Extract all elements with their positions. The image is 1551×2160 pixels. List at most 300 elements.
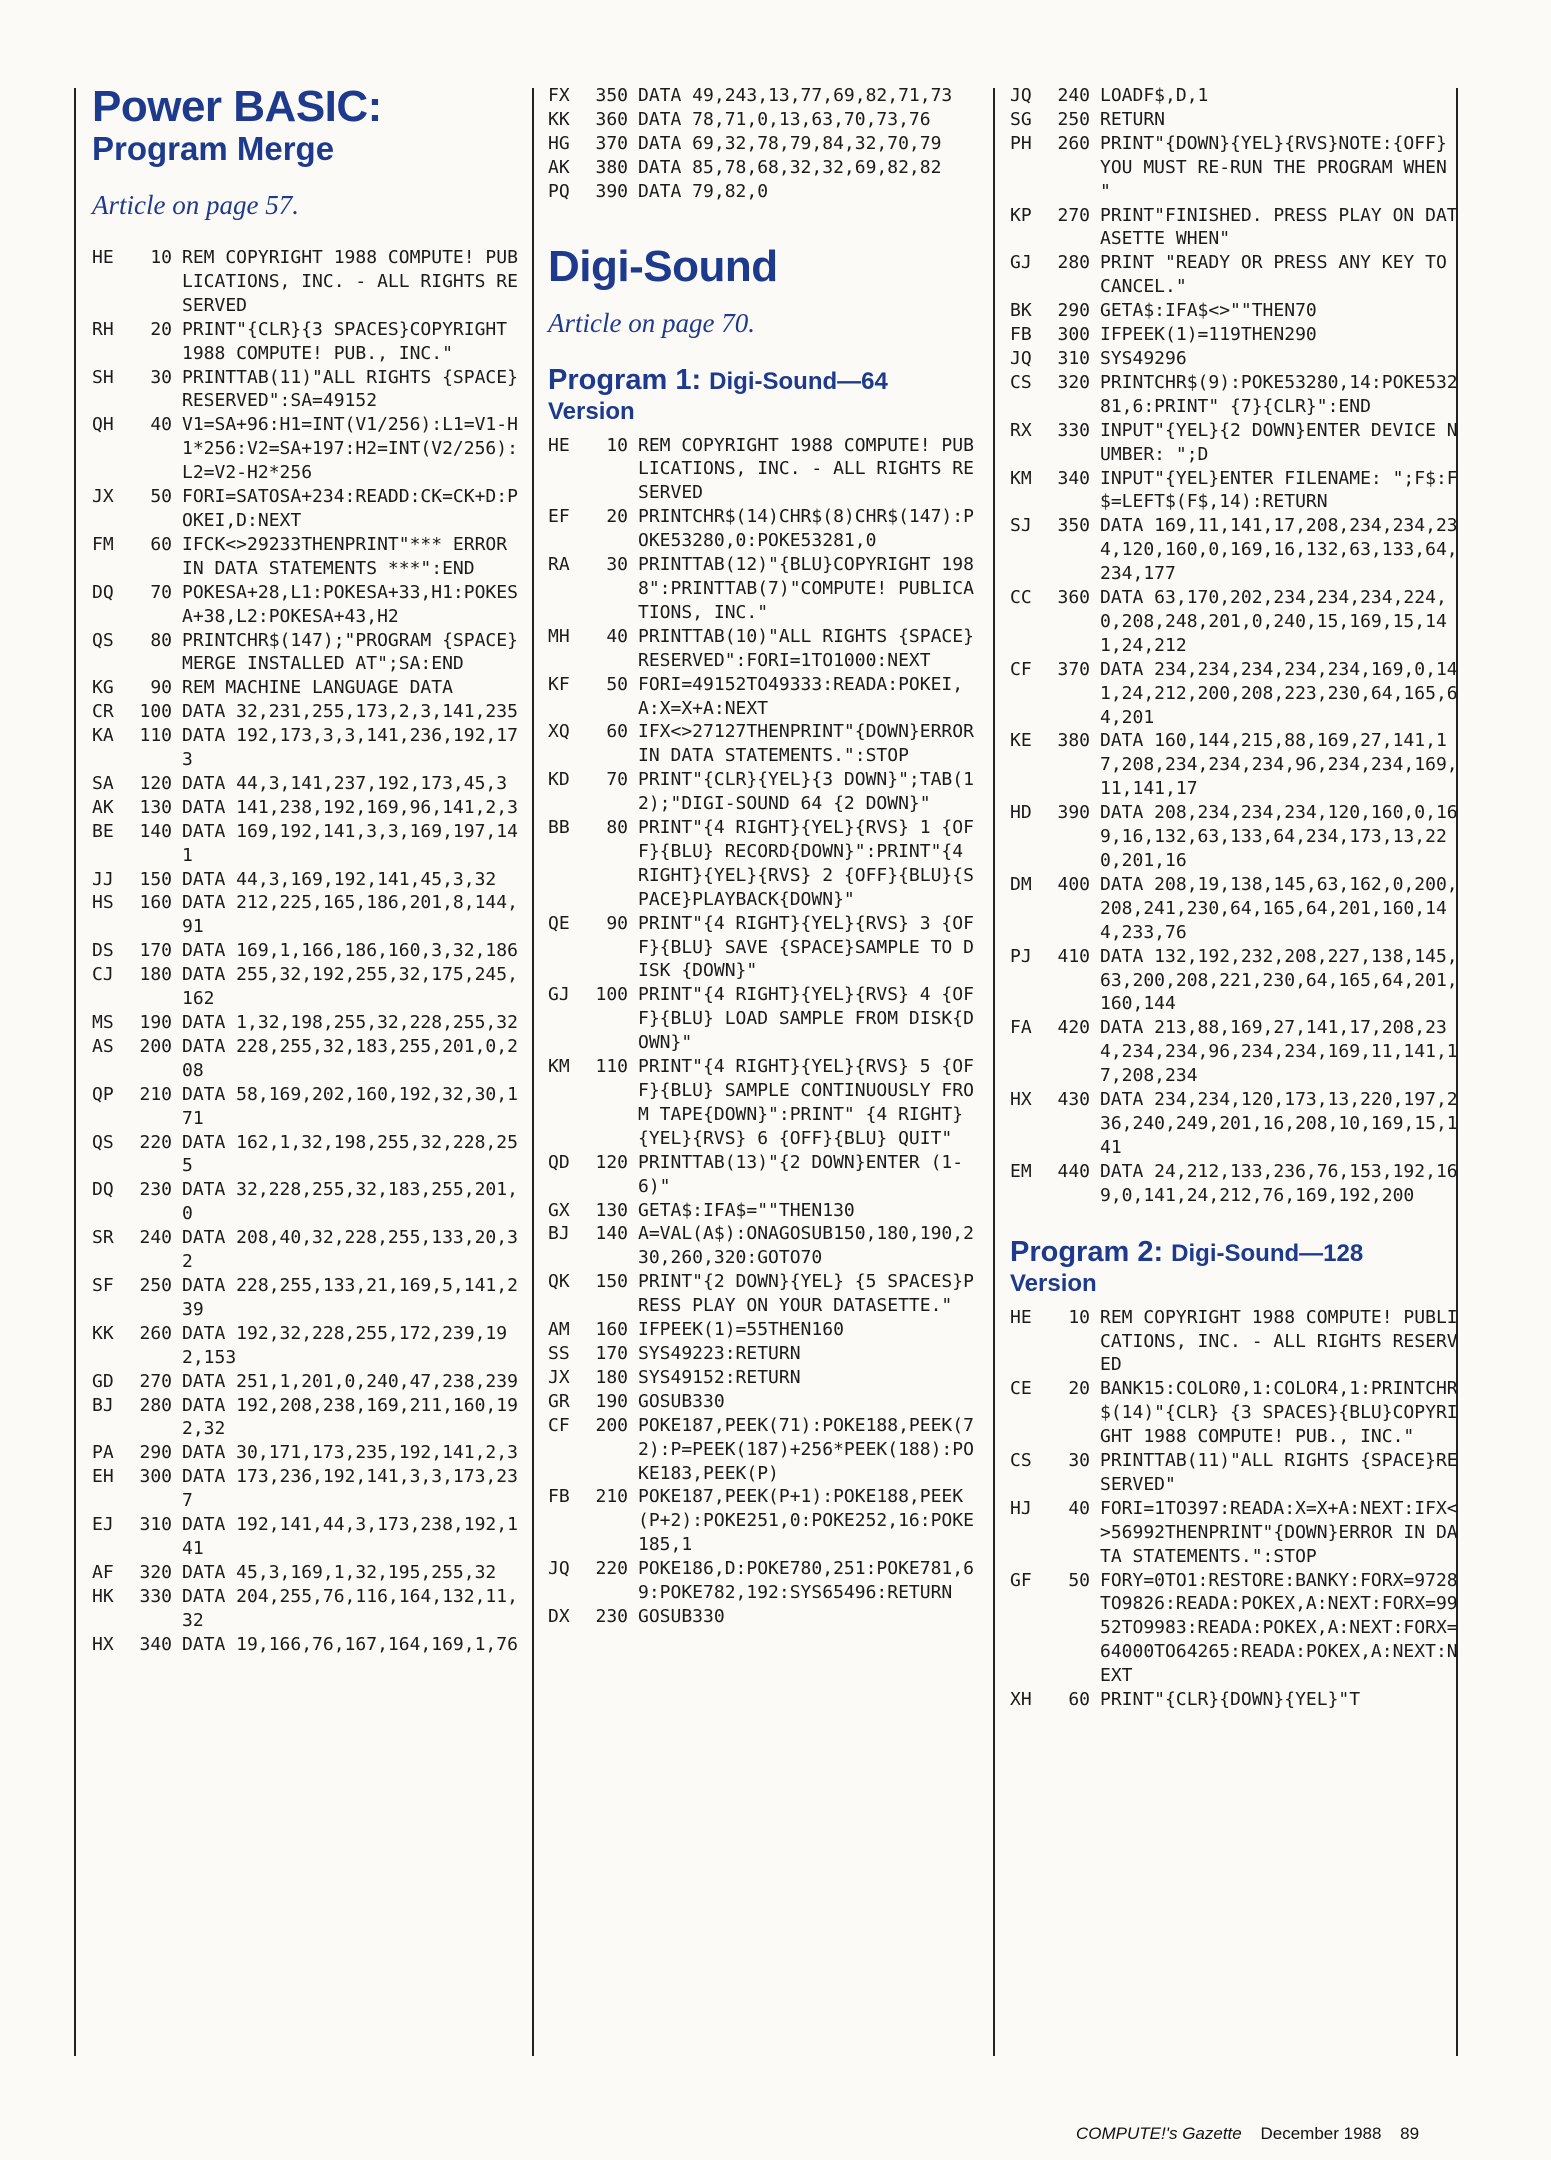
checksum: GJ <box>548 984 570 1006</box>
code-text: PRINT "READY OR PRESS ANY KEY TO CANCEL." <box>1100 252 1458 298</box>
checksum: HJ <box>1010 1497 1032 1519</box>
line-number: 170 <box>139 940 172 962</box>
program-listing-continued <box>1010 84 1460 1208</box>
checksum: XH <box>1010 1689 1032 1711</box>
checksum: GX <box>548 1199 570 1221</box>
code-text: PRINTCHR$(14)CHR$(8)CHR$(147):POKE53280,0:POKE53281,0 <box>638 506 974 552</box>
code-line <box>548 553 978 625</box>
code-text: REM MACHINE LANGUAGE DATA <box>182 677 453 699</box>
code-line <box>1010 1449 1460 1497</box>
code-line <box>92 939 520 963</box>
code-text: PRINTTAB(11)"ALL RIGHTS {SPACE}RESERVED" <box>1100 1450 1458 1495</box>
code-text: DATA 49,243,13,77,69,82,71,73 <box>638 85 953 106</box>
checksum: SH <box>92 366 114 388</box>
code-line <box>548 983 978 1055</box>
code-text: SYS49152:RETURN <box>638 1366 801 1388</box>
program-heading <box>548 364 978 398</box>
code-line <box>1010 1306 1460 1378</box>
code-text: DATA 213,88,169,27,141,17,208,234,234,234,96,234,234,169,11,141,17,208,234 <box>1100 1017 1458 1087</box>
line-number: 310 <box>139 1514 172 1536</box>
code-line <box>548 1390 978 1414</box>
code-line <box>1010 108 1460 132</box>
checksum: BJ <box>548 1223 570 1245</box>
checksum: HE <box>92 247 114 268</box>
code-text: POKE187,PEEK(71):POKE188,PEEK(72):P=PEEK(187)+256*PEEK(188):POKE183,PEEK(P) <box>638 1414 974 1484</box>
code-line <box>92 963 520 1011</box>
code-text: POKESA+28,L1:POKESA+33,H1:POKESA+38,L2:POKESA+43,H2 <box>182 581 518 627</box>
code-text: PRINTCHR$(147);"PROGRAM {SPACE}MERGE INSTALLED AT";SA:END <box>182 629 518 675</box>
line-number: 360 <box>1057 587 1090 609</box>
line-number: 250 <box>1057 108 1090 130</box>
code-line <box>92 1274 520 1322</box>
checksum: KM <box>1010 467 1032 489</box>
code-text: PRINT"{4 RIGHT}{YEL}{RVS} 1 {OFF}{BLU} RECORD{DOWN}":PRINT"{4 RIGHT}{YEL}{RVS} 2 {OFF}{BLU}{SPACE}PLAYBACK{DOWN}" <box>638 817 974 910</box>
code-text: PRINTCHR$(9):POKE53280,14:POKE53281,6:PRINT" {7}{CLR}":END <box>1100 371 1458 417</box>
line-number: 120 <box>595 1151 628 1173</box>
line-number: 160 <box>139 892 172 914</box>
article-reference: Article on page 57. <box>92 190 299 220</box>
column-2 <box>548 84 985 1629</box>
code-text: DATA 251,1,201,0,240,47,238,239 <box>182 1370 518 1392</box>
line-number: 340 <box>139 1633 172 1655</box>
code-text: INPUT"{YEL}{2 DOWN}ENTER DEVICE NUMBER: ";D <box>1100 419 1458 465</box>
line-number: 220 <box>139 1131 172 1153</box>
code-line <box>548 625 978 673</box>
code-line <box>92 1035 520 1083</box>
code-line <box>1010 251 1460 299</box>
code-line <box>1010 347 1460 371</box>
code-text: GETA$:IFA$=""THEN130 <box>638 1199 855 1221</box>
line-number: 90 <box>606 912 628 934</box>
line-number: 260 <box>139 1322 172 1344</box>
code-text: DATA 162,1,32,198,255,32,228,255 <box>182 1131 518 1177</box>
code-line <box>1010 586 1460 658</box>
line-number: 290 <box>139 1442 172 1464</box>
code-text: GOSUB330 <box>638 1605 725 1627</box>
code-line <box>548 768 978 816</box>
checksum: EM <box>1010 1160 1032 1182</box>
checksum: SS <box>548 1342 570 1364</box>
checksum: GR <box>548 1390 570 1412</box>
code-line <box>1010 84 1460 108</box>
line-number: 20 <box>606 506 628 528</box>
checksum: GF <box>1010 1569 1032 1591</box>
line-number: 30 <box>150 366 172 388</box>
checksum: PH <box>1010 132 1032 154</box>
code-text: DATA 255,32,192,255,32,175,245,162 <box>182 964 518 1010</box>
code-text: PRINT"{4 RIGHT}{YEL}{RVS} 3 {OFF}{BLU} SAVE {SPACE}SAMPLE TO DISK {DOWN}" <box>638 912 974 982</box>
code-line <box>92 1394 520 1442</box>
checksum: BK <box>1010 300 1032 322</box>
checksum: BB <box>548 817 570 839</box>
line-number: 50 <box>1068 1569 1090 1591</box>
line-number: 130 <box>139 796 172 818</box>
line-number: 190 <box>595 1390 628 1412</box>
column-3 <box>1010 84 1460 1712</box>
code-text: FORY=0TO1:RESTORE:BANKY:FORX=9728TO9826:READA:POKEX,A:NEXT:FORX=9952TO9983:READA:POKEX,A:NEXT:FORX=64000TO64265:READA:POKEX,A:NEXT:NEXT <box>1100 1569 1458 1687</box>
line-number: 300 <box>1057 324 1090 346</box>
checksum: CF <box>548 1414 570 1436</box>
program-heading <box>1010 1236 1460 1270</box>
code-text: PRINT"{DOWN}{YEL}{RVS}NOTE:{OFF} YOU MUST RE-RUN THE PROGRAM WHEN " <box>1100 132 1458 202</box>
code-line <box>548 1222 978 1270</box>
code-line <box>92 676 520 700</box>
code-line <box>92 772 520 796</box>
line-number: 310 <box>1057 347 1090 369</box>
code-text: PRINT"FINISHED. PRESS PLAY ON DATASETTE WHEN" <box>1100 204 1458 250</box>
checksum: CS <box>1010 1450 1032 1472</box>
checksum: KG <box>92 677 114 699</box>
line-number: 90 <box>150 677 172 699</box>
code-text: REM COPYRIGHT 1988 COMPUTE! PUBLICATIONS, INC. - ALL RIGHTS RESERVED <box>638 434 974 504</box>
line-number: 350 <box>1057 515 1090 537</box>
line-number: 230 <box>595 1605 628 1627</box>
code-text: IFX<>27127THENPRINT"{DOWN}ERROR IN DATA STATEMENTS.":STOP <box>638 721 985 767</box>
program-listing-continued <box>548 84 978 204</box>
code-line <box>548 816 978 912</box>
code-text: DATA 44,3,141,237,192,173,45,3 <box>182 772 508 794</box>
code-line <box>1010 1088 1460 1160</box>
code-line <box>1010 1688 1460 1712</box>
code-line <box>92 1633 520 1657</box>
line-number: 140 <box>595 1223 628 1245</box>
code-line <box>92 629 520 677</box>
checksum: JJ <box>92 868 114 890</box>
magazine-name: COMPUTE!'s Gazette <box>1076 2124 1242 2143</box>
checksum: MH <box>548 625 570 647</box>
checksum: QD <box>548 1151 570 1173</box>
line-number: 400 <box>1057 873 1090 895</box>
checksum: SF <box>92 1274 114 1296</box>
checksum: CS <box>1010 371 1032 393</box>
code-text: SYS49223:RETURN <box>638 1342 801 1364</box>
checksum: FB <box>548 1486 570 1508</box>
checksum: PQ <box>548 180 570 202</box>
checksum: KF <box>548 673 570 695</box>
code-line <box>1010 1377 1460 1449</box>
code-line <box>92 1513 520 1561</box>
line-number: 350 <box>595 85 628 106</box>
column-1 <box>92 84 520 1656</box>
checksum: EJ <box>92 1514 114 1536</box>
line-number: 10 <box>606 434 628 456</box>
code-line <box>92 413 520 485</box>
checksum: SA <box>92 772 114 794</box>
code-line <box>548 84 978 108</box>
line-number: 50 <box>150 486 172 508</box>
code-line <box>1010 514 1460 586</box>
code-line <box>548 1366 978 1390</box>
checksum: AK <box>92 796 114 818</box>
code-text: PRINT"{CLR}{YEL}{3 DOWN}";TAB(12);"DIGI-SOUND 64 {2 DOWN}" <box>638 769 974 815</box>
checksum: FX <box>548 85 570 106</box>
code-line <box>548 1318 978 1342</box>
code-line <box>92 1370 520 1394</box>
program-listing <box>1010 1306 1460 1712</box>
code-text: FORI=SATOSA+234:READD:CK=CK+D:POKEI,D:NEXT <box>182 486 518 531</box>
line-number: 40 <box>1068 1497 1090 1519</box>
code-line <box>1010 945 1460 1017</box>
checksum: BE <box>92 820 114 842</box>
checksum: RH <box>92 318 114 340</box>
code-text: DATA 228,255,133,21,169,5,141,239 <box>182 1274 518 1320</box>
line-number: 130 <box>595 1199 628 1221</box>
line-number: 370 <box>1057 658 1090 680</box>
code-line <box>92 366 520 414</box>
line-number: 40 <box>606 625 628 647</box>
article-subtitle: Program Merge <box>92 130 335 167</box>
line-number: 150 <box>139 868 172 890</box>
code-text: DATA 79,82,0 <box>638 180 769 202</box>
code-line <box>92 700 520 724</box>
code-text: DATA 208,40,32,228,255,133,20,32 <box>182 1227 518 1273</box>
checksum: PA <box>92 1442 114 1464</box>
code-text: DATA 32,231,255,173,2,3,141,235 <box>182 701 518 723</box>
code-line <box>1010 658 1460 730</box>
code-line <box>1010 132 1460 204</box>
checksum: FB <box>1010 324 1032 346</box>
checksum: AS <box>92 1035 114 1057</box>
checksum: QP <box>92 1083 114 1105</box>
line-number: 100 <box>139 701 172 723</box>
checksum: RA <box>548 554 570 576</box>
code-line <box>1010 729 1460 801</box>
code-line <box>548 108 978 132</box>
code-line <box>92 1585 520 1633</box>
code-text: DATA 32,228,255,32,183,255,201,0 <box>182 1179 518 1225</box>
line-number: 30 <box>606 554 628 576</box>
code-text: DATA 192,173,3,3,141,236,192,173 <box>182 725 518 771</box>
code-text: DATA 24,212,133,236,76,153,192,169,0,141,24,212,76,169,192,200 <box>1100 1160 1458 1206</box>
code-text: DATA 45,3,169,1,32,195,255,32 <box>182 1561 497 1583</box>
checksum: BJ <box>92 1394 114 1416</box>
line-number: 410 <box>1057 945 1090 967</box>
checksum: JQ <box>548 1558 570 1580</box>
code-line <box>92 1083 520 1131</box>
checksum: HS <box>92 892 114 914</box>
code-text: V1=SA+96:H1=INT(V1/256):L1=V1-H1*256:V2=SA+197:H2=INT(V2/256):L2=V2-H2*256 <box>182 414 518 484</box>
program-listing <box>92 246 520 1656</box>
line-number: 30 <box>1068 1450 1090 1472</box>
program-label: Program 1: <box>548 363 702 396</box>
code-line <box>548 505 978 553</box>
line-number: 20 <box>150 318 172 340</box>
checksum: DS <box>92 940 114 962</box>
code-text: A=VAL(A$):ONAGOSUB150,180,190,230,260,320:GOTO70 <box>638 1223 974 1269</box>
code-line <box>1010 419 1460 467</box>
code-line <box>92 1465 520 1513</box>
line-number: 200 <box>595 1414 628 1436</box>
checksum: KD <box>548 769 570 791</box>
code-line <box>92 1441 520 1465</box>
code-text: DATA 228,255,32,183,255,201,0,208 <box>182 1035 518 1081</box>
line-number: 280 <box>139 1394 172 1416</box>
line-number: 10 <box>150 247 172 268</box>
checksum: KA <box>92 725 114 747</box>
line-number: 110 <box>139 725 172 747</box>
code-text: DATA 141,238,192,169,96,141,2,3 <box>182 796 518 818</box>
checksum: HX <box>92 1633 114 1655</box>
line-number: 230 <box>139 1179 172 1201</box>
line-number: 430 <box>1057 1089 1090 1111</box>
line-number: 270 <box>1057 204 1090 226</box>
code-text: DATA 132,192,232,208,227,138,145,63,200,208,221,230,64,165,64,201,160,144 <box>1100 945 1458 1015</box>
line-number: 160 <box>595 1319 628 1341</box>
code-line <box>548 1055 978 1151</box>
code-line <box>92 1011 520 1035</box>
checksum: PJ <box>1010 945 1032 967</box>
code-line <box>1010 467 1460 515</box>
line-number: 40 <box>150 414 172 436</box>
code-line <box>92 1178 520 1226</box>
line-number: 50 <box>606 673 628 695</box>
line-number: 270 <box>139 1370 172 1392</box>
line-number: 150 <box>595 1271 628 1293</box>
checksum: FM <box>92 533 114 555</box>
code-text: REM COPYRIGHT 1988 COMPUTE! PUBLICATIONS, INC. - ALL RIGHTS RESERVED <box>182 247 518 316</box>
line-number: 80 <box>606 817 628 839</box>
line-number: 440 <box>1057 1160 1090 1182</box>
code-line <box>548 132 978 156</box>
code-text: DATA 19,166,76,167,164,169,1,76 <box>182 1633 518 1655</box>
code-text: POKE187,PEEK(P+1):POKE188,PEEK(P+2):POKE251,0:POKE252,16:POKE185,1 <box>638 1486 974 1556</box>
checksum: KM <box>548 1056 570 1078</box>
line-number: 370 <box>595 132 628 154</box>
code-text: LOADF$,D,1 <box>1100 85 1209 106</box>
code-line <box>92 246 520 318</box>
code-text: IFPEEK(1)=55THEN160 <box>638 1319 844 1341</box>
code-text: POKE186,D:POKE780,251:POKE781,69:POKE782,192:SYS65496:RETURN <box>638 1558 974 1604</box>
code-line <box>92 868 520 892</box>
code-text: DATA 44,3,169,192,141,45,3,32 <box>182 868 497 890</box>
article-reference: Article on page 70. <box>548 307 755 338</box>
line-number: 250 <box>139 1274 172 1296</box>
code-text: RETURN <box>1100 108 1166 130</box>
code-line <box>548 1557 978 1605</box>
article-title: Power BASIC: <box>92 82 382 131</box>
code-line <box>548 1199 978 1223</box>
checksum: JX <box>92 486 114 508</box>
checksum: KK <box>92 1322 114 1344</box>
line-number: 280 <box>1057 252 1090 274</box>
code-line <box>548 673 978 721</box>
line-number: 360 <box>595 108 628 130</box>
code-text: DATA 30,171,173,235,192,141,2,3 <box>182 1442 518 1464</box>
checksum: XQ <box>548 721 570 743</box>
line-number: 380 <box>1057 730 1090 752</box>
line-number: 200 <box>139 1035 172 1057</box>
line-number: 330 <box>1057 419 1090 441</box>
code-line <box>548 156 978 180</box>
line-number: 210 <box>139 1083 172 1105</box>
code-text: DATA 192,32,228,255,172,239,192,153 <box>182 1322 508 1368</box>
code-text: PRINT"{4 RIGHT}{YEL}{RVS} 4 {OFF}{BLU} LOAD SAMPLE FROM DISK{DOWN}" <box>638 984 974 1054</box>
code-text: FORI=1TO397:READA:X=X+A:NEXT:IFX<>56992THENPRINT"{DOWN}ERROR IN DATA STATEMENTS.":STOP <box>1100 1497 1458 1567</box>
code-text: BANK15:COLOR0,1:COLOR4,1:PRINTCHR$(14)"{CLR} {3 SPACES}{BLU}COPYRIGHT 1988 COMPUTE! PUB., INC." <box>1100 1378 1458 1448</box>
column-rule-2 <box>993 88 995 2056</box>
page-footer <box>1076 2124 1433 2144</box>
column-rule-1 <box>532 88 534 2056</box>
code-text: REM COPYRIGHT 1988 COMPUTE! PUBLICATIONS, INC. - ALL RIGHTS RESERVED <box>1100 1306 1458 1376</box>
checksum: CF <box>1010 658 1032 680</box>
checksum: KE <box>1010 730 1032 752</box>
code-line <box>1010 204 1460 252</box>
code-text: DATA 192,141,44,3,173,238,192,141 <box>182 1514 518 1559</box>
code-line <box>92 820 520 868</box>
checksum: QK <box>548 1271 570 1293</box>
line-number: 140 <box>139 820 172 842</box>
code-line <box>1010 1016 1460 1088</box>
code-line <box>1010 801 1460 873</box>
line-number: 110 <box>595 1056 628 1078</box>
checksum: KP <box>1010 204 1032 226</box>
code-text: PRINTTAB(10)"ALL RIGHTS {SPACE}RESERVED":FORI=1TO1000:NEXT <box>638 625 974 671</box>
line-number: 170 <box>595 1342 628 1364</box>
code-text: DATA 212,225,165,186,201,8,144,91 <box>182 892 518 938</box>
code-text: DATA 192,208,238,169,211,160,192,32 <box>182 1394 518 1440</box>
code-text: PRINTTAB(11)"ALL RIGHTS {SPACE}RESERVED":SA=49152 <box>182 366 518 412</box>
page-number: 89 <box>1400 2124 1420 2143</box>
checksum: HE <box>1010 1306 1032 1328</box>
code-line <box>92 533 520 581</box>
line-number: 210 <box>595 1486 628 1508</box>
code-text: DATA 78,71,0,13,63,70,73,76 <box>638 108 931 130</box>
code-line <box>548 1270 978 1318</box>
line-number: 60 <box>1068 1689 1090 1711</box>
checksum: EF <box>548 506 570 528</box>
program-name: Digi-Sound—128 <box>1171 1239 1364 1267</box>
line-number: 60 <box>150 533 172 555</box>
checksum: EH <box>92 1466 114 1488</box>
checksum: CC <box>1010 587 1032 609</box>
code-text: DATA 234,234,234,234,234,169,0,141,24,212,200,208,223,230,64,165,64,201 <box>1100 658 1458 728</box>
column-rule-left <box>74 88 76 2056</box>
code-text: IFCK<>29233THENPRINT"*** ERROR IN DATA STATEMENTS ***":END <box>182 533 518 579</box>
code-text: IFPEEK(1)=119THEN290 <box>1100 324 1317 346</box>
code-text: PRINT"{CLR}{3 SPACES}COPYRIGHT 1988 COMPUTE! PUB., INC." <box>182 318 518 364</box>
line-number: 320 <box>139 1561 172 1583</box>
code-line <box>92 1561 520 1585</box>
code-line <box>1010 323 1460 347</box>
checksum: AM <box>548 1319 570 1341</box>
code-line <box>1010 873 1460 945</box>
code-line <box>92 891 520 939</box>
code-line <box>1010 299 1460 323</box>
code-line <box>1010 371 1460 419</box>
line-number: 240 <box>139 1227 172 1249</box>
line-number: 240 <box>1057 85 1090 106</box>
line-number: 10 <box>1068 1306 1090 1328</box>
code-text: DATA 208,234,234,234,120,160,0,169,16,132,63,133,64,234,173,13,220,201,16 <box>1100 802 1458 871</box>
code-text: DATA 1,32,198,255,32,228,255,32 <box>182 1012 518 1033</box>
code-line <box>92 724 520 772</box>
code-text: DATA 173,236,192,141,3,3,173,237 <box>182 1466 518 1512</box>
line-number: 390 <box>595 180 628 202</box>
code-line <box>548 1342 978 1366</box>
issue-date: December 1988 <box>1260 2124 1382 2143</box>
code-text: DATA 58,169,202,160,192,32,30,171 <box>182 1083 518 1129</box>
code-text: PRINT"{4 RIGHT}{YEL}{RVS} 5 {OFF}{BLU} SAMPLE CONTINUOUSLY FROM TAPE{DOWN}":PRINT" {4 RIGHT}{YEL}{RVS} 6 {OFF}{BLU} QUIT" <box>638 1056 974 1149</box>
line-number: 300 <box>139 1466 172 1488</box>
article-title: Digi-Sound <box>548 241 778 291</box>
checksum: DX <box>548 1605 570 1627</box>
line-number: 70 <box>606 769 628 791</box>
code-line <box>548 720 985 768</box>
line-number: 420 <box>1057 1017 1090 1039</box>
code-line <box>92 485 520 533</box>
line-number: 120 <box>139 772 172 794</box>
checksum: MS <box>92 1012 114 1033</box>
